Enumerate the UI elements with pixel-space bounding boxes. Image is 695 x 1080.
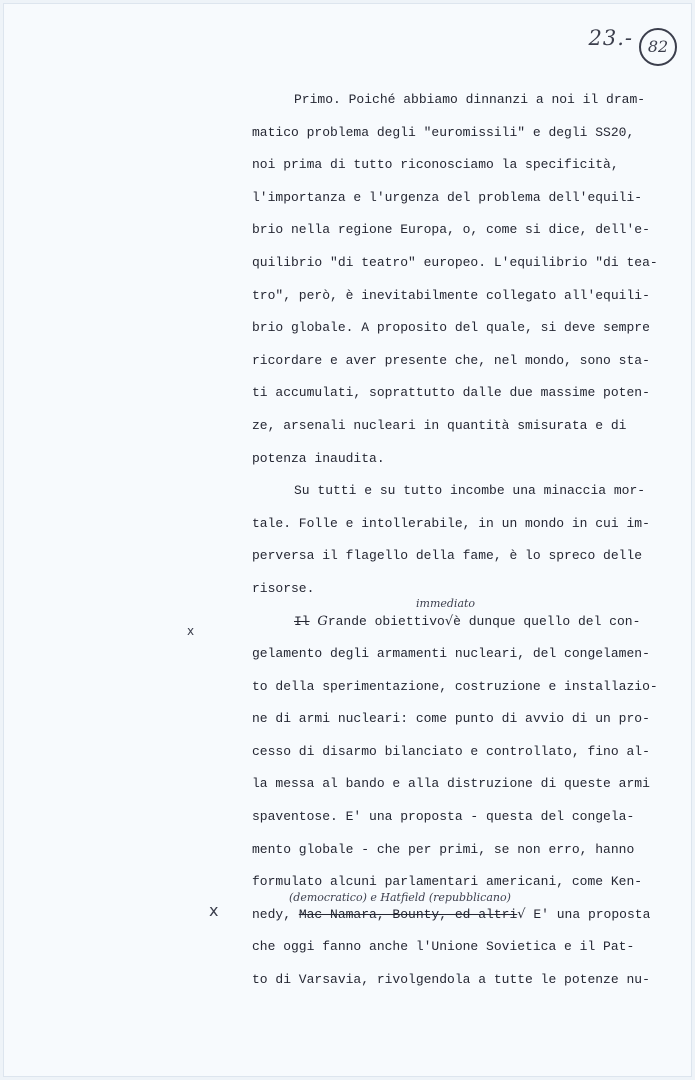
insertion-caret: √ — [517, 906, 526, 922]
text-line: tale. Folle e intollerabile, in un mondo in cui im- — [252, 515, 650, 531]
page-number: 23.- — [588, 26, 633, 50]
text-line: brio nella regione Europa, o, come si dice, dell'e- — [252, 222, 650, 238]
text-line: noi prima di tutto riconosciamo la specificità, — [252, 157, 619, 173]
text-fragment: nedy, — [252, 906, 299, 922]
document-page — [3, 3, 692, 1077]
text-line: potenza inaudita. — [252, 450, 385, 466]
typed-text-body — [252, 84, 658, 997]
text-line: risorse. — [252, 580, 315, 596]
text-line: la messa al bando e alla distruzione di queste armi — [252, 776, 650, 792]
text-line: ti accumulati, soprattutto dalle due massime poten- — [252, 385, 650, 401]
text-line: formulato alcuni parlamentari americani, come Ken- — [252, 874, 643, 890]
handwritten-correction: G — [317, 613, 328, 629]
text-line: to di Varsavia, rivolgendola a tutte le potenze nu- — [252, 972, 650, 988]
text-fragment: rande obiettivo — [327, 613, 445, 629]
text-line: cesso di disarmo bilanciato e controllato, fino al- — [252, 743, 650, 759]
text-line: gelamento degli armamenti nucleari, del congelamen- — [252, 646, 650, 662]
text-line: che oggi fanno anche l'Unione Sovietica e il Pat- — [252, 939, 635, 955]
text-line-edited — [252, 606, 641, 639]
text-line: quilibrio "di teatro" europeo. L'equilibrio "di tea- — [252, 254, 658, 270]
margin-cross-mark: x — [209, 901, 219, 920]
handwritten-insertion: immediato — [416, 597, 476, 610]
text-line: Primo. Poiché abbiamo dinnanzi a noi il dram- — [294, 92, 646, 107]
text-line: spaventose. E' una proposta - questa del congela- — [252, 809, 635, 825]
text-line: to della sperimentazione, costruzione e installazio- — [252, 678, 658, 694]
text-line: ne di armi nucleari: come punto di avvio di un pro- — [252, 711, 650, 727]
text-line: mento globale - che per primi, se non erro, hanno — [252, 841, 635, 857]
circled-archive-number: 82 — [639, 28, 677, 66]
text-line: perversa il flagello della fame, è lo spreco delle — [252, 548, 643, 564]
struck-text: Mac Namara, Bounty, ed altri — [298, 906, 518, 922]
text-fragment: E' una proposta — [525, 906, 651, 922]
text-line: brio globale. A proposito del quale, si deve sempre — [252, 320, 650, 336]
text-line: ze, arsenali nucleari in quantità smisurata e di — [252, 417, 627, 433]
text-line-edited — [252, 899, 651, 932]
text-line: ricordare e aver presente che, nel mondo, sono sta- — [252, 352, 650, 368]
handwritten-insertion: (democratico) e Hatfield (repubblicano) — [289, 891, 511, 904]
text-line: matico problema degli "euromissili" e degli SS20, — [252, 124, 635, 140]
insertion-caret: √ — [444, 613, 454, 629]
struck-text: Il — [294, 613, 310, 629]
text-line: l'importanza e l'urgenza del problema dell'equili- — [252, 189, 643, 205]
margin-cross-mark: x — [187, 624, 195, 638]
text-line: Su tutti e su tutto incombe una minaccia mor- — [294, 483, 646, 499]
text-line: tro", però, è inevitabilmente collegato all'equili- — [252, 287, 650, 303]
text-fragment: è dunque quello del con- — [453, 613, 641, 629]
